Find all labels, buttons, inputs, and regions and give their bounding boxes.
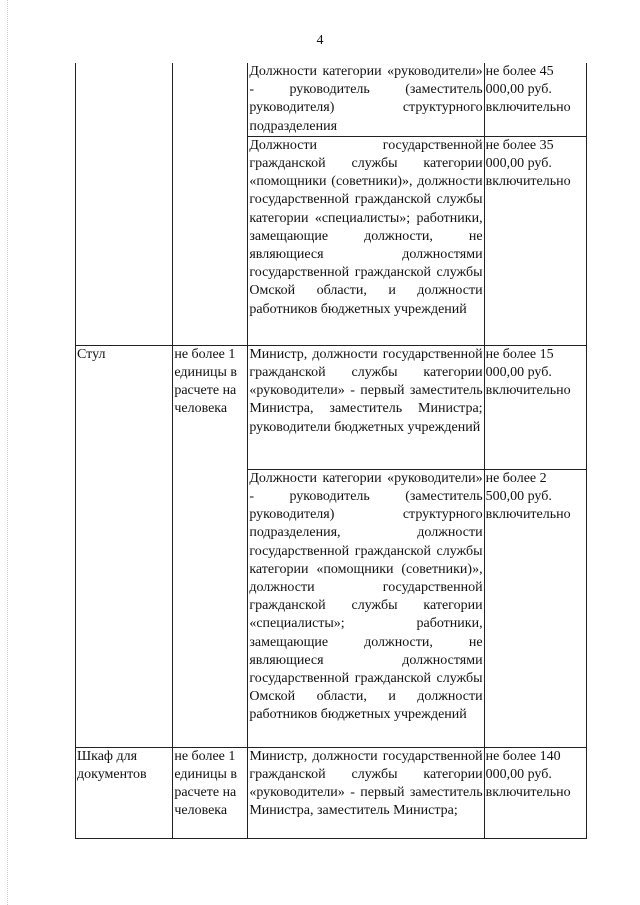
table-row	[76, 747, 587, 838]
page-edge-dots	[7, 0, 9, 905]
norm-cell	[173, 63, 248, 345]
price-cell: не более 140 000,00 руб. включительно	[484, 747, 586, 838]
table-row	[76, 63, 587, 136]
price-cell: не более 2 500,00 руб. включительно	[484, 469, 586, 747]
norm-cell: не более 1 единицы в расчете на человека	[173, 747, 248, 838]
item-name-cell	[76, 63, 173, 345]
item-name-cell: Стул	[76, 345, 173, 747]
price-cell: не более 15 000,00 руб. включительно	[484, 345, 586, 469]
page-number: 4	[316, 33, 324, 48]
item-name-cell: Шкаф для документов	[76, 747, 173, 838]
table-row	[76, 345, 587, 469]
procurement-norms-table	[75, 63, 587, 839]
price-cell: не более 35 000,00 руб. включительно	[484, 136, 586, 345]
positions-cell: Должности государственной гражданской службы категории «помощники (советники)», должности государственной гражданской службы категории «специалисты»; работники, замещающие должности, не являющиеся должностями государственной гражданской службы Омской области, и должности работников бюджетных учреждений	[248, 136, 484, 345]
norm-cell: не более 1 единицы в расчете на человека	[173, 345, 248, 747]
positions-cell: Должности категории «руководители» - руководитель (заместитель руководителя) структурного подразделения, должности государственной гражданской службы категории «помощники (советники)», должности государственной гражданской службы категории «специалисты»; работники, замещающие должности, не являющиеся должностями государственной гражданской службы Омской области, и должности работников бюджетных учреждений	[248, 469, 484, 747]
positions-cell: Министр, должности государственной гражданской службы категории «руководители» - первый заместитель Министра, заместитель Министра;	[248, 747, 484, 838]
price-cell: не более 45 000,00 руб. включительно	[484, 63, 586, 136]
positions-cell: Министр, должности государственной гражданской службы категории «руководители» - первый заместитель Министра, заместитель Министра; руководители бюджетных учреждений	[248, 345, 484, 469]
positions-cell: Должности категории «руководители» - руководитель (заместитель руководителя) структурного подразделения	[248, 63, 484, 136]
